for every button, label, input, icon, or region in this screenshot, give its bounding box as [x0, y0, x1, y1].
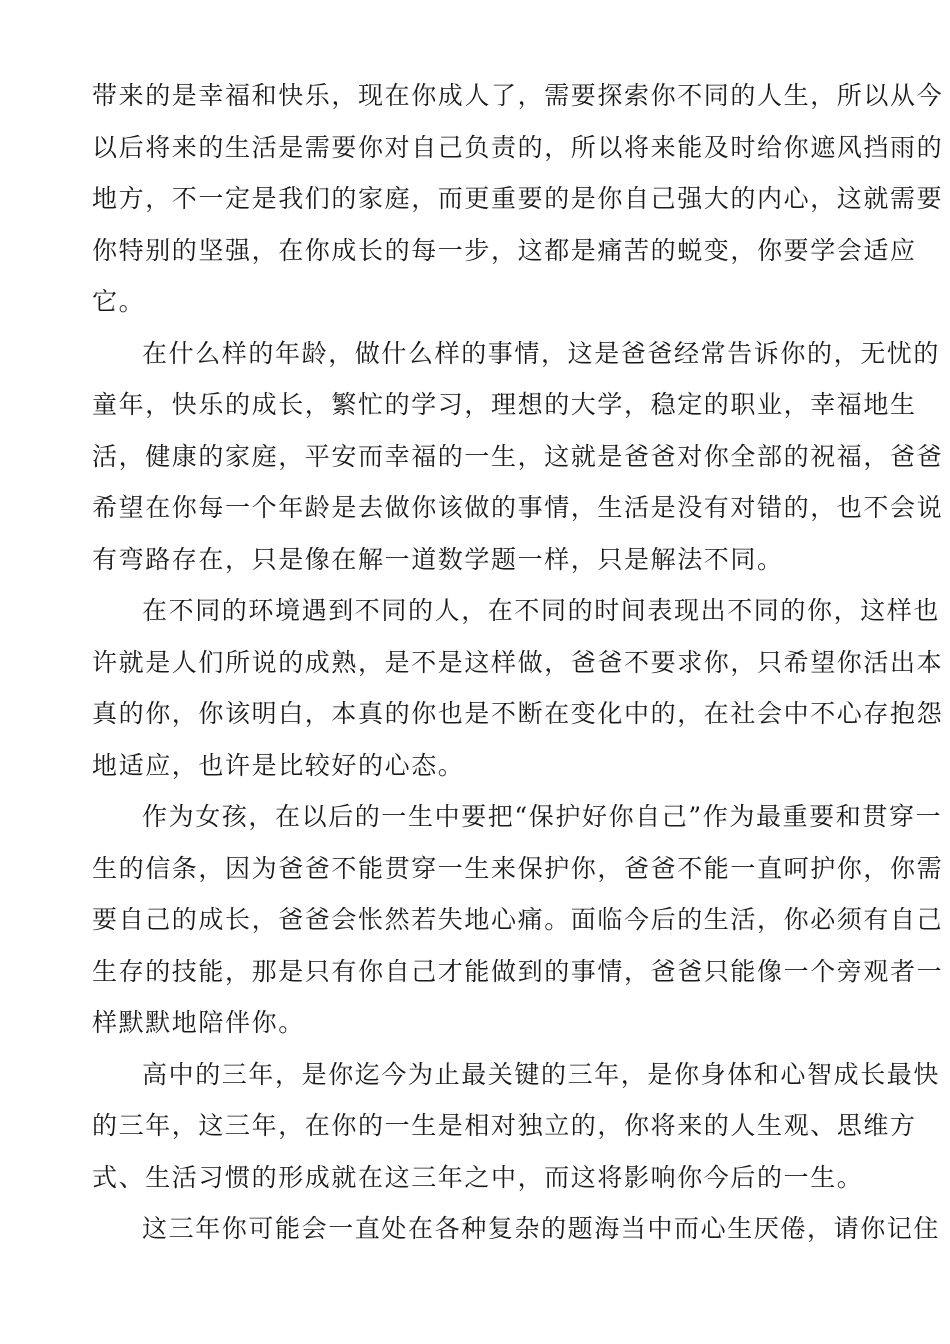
text-line: 作为女孩，在以后的一生中要把“保护好你自己”作为最重要和贯穿一	[142, 802, 943, 831]
text-line: 童年，快乐的成长，繁忙的学习，理想的大学，稳定的职业，幸福地生	[92, 390, 917, 419]
text-line: 地适应，也许是比较好的心态。	[92, 750, 465, 780]
text-line: 带来的是幸福和快乐，现在你成人了，需要探索你不同的人生，所以从今	[92, 81, 944, 110]
text-line: 的三年，这三年，在你的一生是相对独立的，你将来的人生观、思维方	[92, 1111, 917, 1140]
text-line: 在什么样的年龄，做什么样的事情，这是爸爸经常告诉你的，无忧的	[142, 338, 941, 368]
paragraph-2	[92, 328, 944, 586]
text-line: 许就是人们所说的成熟，是不是这样做，爸爸不要求你，只希望你活出本	[92, 647, 944, 677]
text-line: 活，健康的家庭，平安而幸福的一生，这就是爸爸对你全部的祝福，爸爸	[92, 441, 944, 471]
paragraph-1	[92, 70, 944, 328]
paragraph-6	[92, 1203, 941, 1255]
text-line: 希望在你每一个年龄是去做你该做的事情，生活是没有对错的，也不会说	[92, 493, 944, 522]
text-line: 以后将来的生活是需要你对自己负责的，所以将来能及时给你遮风挡雨的	[92, 132, 944, 162]
text-line: 生的信条，因为爸爸不能贯穿一生来保护你，爸爸不能一直呵护你，你需	[92, 853, 944, 883]
text-line: 生存的技能，那是只有你自己才能做到的事情，爸爸只能像一个旁观者一	[92, 956, 944, 986]
text-line: 真的你，你该明白，本真的你也是不断在变化中的，在社会中不心存抱怨	[92, 699, 944, 728]
paragraph-5	[92, 1049, 941, 1204]
document-page	[92, 70, 944, 1255]
text-line: 样默默地陪伴你。	[92, 1008, 305, 1037]
text-line: 你特别的坚强，在你成长的每一步，这都是痛苦的蜕变，你要学会适应	[92, 235, 917, 265]
paragraph-3	[92, 585, 944, 791]
text-line: 这三年你可能会一直处在各种复杂的题海当中而心生厌倦，请你记住	[142, 1214, 941, 1243]
text-line: 有弯路存在，只是像在解一道数学题一样，只是解法不同。	[92, 544, 784, 574]
paragraph-4	[92, 791, 944, 1049]
text-line: 地方，不一定是我们的家庭，而更重要的是你自己强大的内心，这就需要	[92, 184, 944, 213]
text-line: 它。	[92, 287, 146, 316]
text-line: 在不同的环境遇到不同的人，在不同的时间表现出不同的你，这样也	[142, 596, 941, 625]
text-line: 高中的三年，是你迄今为止最关键的三年，是你身体和心智成长最快	[142, 1059, 941, 1089]
text-line: 式、生活习惯的形成就在这三年之中，而这将影响你今后的一生。	[92, 1162, 864, 1192]
text-line: 要自己的成长，爸爸会怅然若失地心痛。面临今后的生活，你必须有自己	[92, 905, 944, 934]
